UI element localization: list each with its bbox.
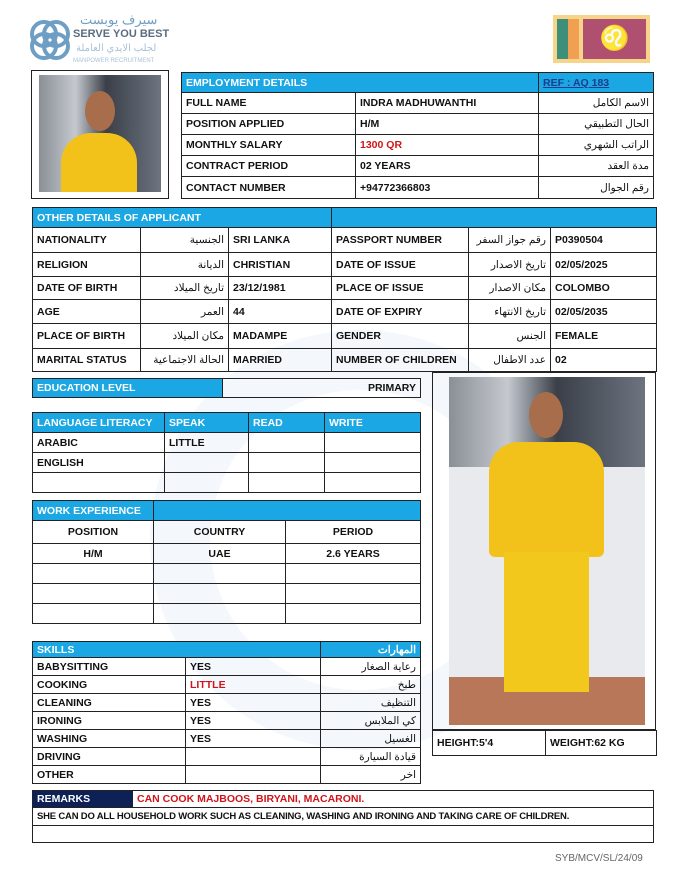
skill-name: COOKING [33,676,186,694]
label-ar: مكان الميلاد [141,324,229,349]
footer-code: SYB/MCV/SL/24/09 [555,853,643,864]
label: NATIONALITY [33,228,141,253]
label-ar: عدد الاطفال [469,349,551,372]
label-ar: العمر [141,300,229,324]
value: FEMALE [551,324,657,349]
table-row [33,277,657,300]
employment-details-table [181,72,654,199]
table-row [33,676,421,694]
label: AGE [33,300,141,324]
label: PASSPORT NUMBER [332,228,469,253]
logo-text-ar: سيرف يوبست [80,12,158,27]
value: MADAMPE [229,324,332,349]
language-cell: ENGLISH [33,453,165,473]
language-header: READ [249,413,325,433]
work-cell [286,564,421,584]
label-ar: الحال التطبيقي [539,114,654,135]
table-row [33,228,657,253]
language-cell [249,433,325,453]
label-ar: رقم الجوال [539,177,654,199]
skill-name-ar: الغسيل [321,730,421,748]
label-ar: مكان الاصدار [469,277,551,300]
label: GENDER [332,324,469,349]
label: POSITION APPLIED [182,114,356,135]
salary-value: 1300 QR [356,135,539,156]
skill-name: IRONING [33,712,186,730]
language-header: LANGUAGE LITERACY [33,413,165,433]
skill-value: YES [186,730,321,748]
table-row [33,564,421,584]
label-ar: الجنسية [141,228,229,253]
employment-header: EMPLOYMENT DETAILS [182,73,539,93]
language-cell [325,433,421,453]
skill-name-ar: كي الملابس [321,712,421,730]
work-column-header: PERIOD [286,521,421,544]
table-row [33,300,657,324]
label-ar: تاريخ الميلاد [141,277,229,300]
weight-value: WEIGHT:62 KG [546,731,657,756]
value: 44 [229,300,332,324]
table-row [33,453,421,473]
language-cell [325,453,421,473]
work-cell: 2.6 YEARS [286,544,421,564]
language-cell [249,453,325,473]
label: NUMBER OF CHILDREN [332,349,469,372]
position-value: H/M [356,114,539,135]
remarks-text: SHE CAN DO ALL HOUSEHOLD WORK SUCH AS CLEANING, WASHING AND IRONING AND TAKING CARE OF CHILDREN. [33,808,654,826]
ref-number: REF : AQ 183 [539,73,654,93]
skill-name: BABYSITTING [33,658,186,676]
work-cell [286,584,421,604]
education-header: EDUCATION LEVEL [33,379,223,398]
remarks-highlight: CAN COOK MAJBOOS, BIRYANI, MACARONI. [133,791,654,808]
skill-name-ar: اخر [321,766,421,784]
value: COLOMBO [551,277,657,300]
value: 02/05/2035 [551,300,657,324]
table-row [33,413,421,433]
height-value: HEIGHT:5'4 [433,731,546,756]
lion-icon: ♌ [583,19,646,59]
table-row [33,473,421,493]
work-cell [33,564,154,584]
logo-knot-icon [28,16,72,64]
language-cell: ARABIC [33,433,165,453]
label-ar: الاسم الكامل [539,93,654,114]
label: MONTHLY SALARY [182,135,356,156]
language-header: SPEAK [165,413,249,433]
table-row [33,658,421,676]
work-column-header: COUNTRY [154,521,286,544]
skill-name: DRIVING [33,748,186,766]
skill-value: YES [186,658,321,676]
value: MARRIED [229,349,332,372]
other-details-header-right [332,208,657,228]
sri-lanka-flag [553,15,650,63]
table-row [33,694,421,712]
logo-sub-en: MANPOWER RECRUITMENT [73,58,155,64]
work-cell [154,604,286,624]
skill-value [186,766,321,784]
table-row [33,730,421,748]
skill-name-ar: طبخ [321,676,421,694]
value: P0390504 [551,228,657,253]
work-header-fill [154,501,421,521]
skills-table [32,641,421,784]
remarks-table [32,790,654,843]
label: CONTRACT PERIOD [182,156,356,177]
skills-header-ar: المهارات [321,642,421,658]
remarks-header: REMARKS [33,791,133,808]
language-cell [249,473,325,493]
label-ar: تاريخ الانتهاء [469,300,551,324]
table-row [33,521,421,544]
language-cell [165,453,249,473]
table-row [33,766,421,784]
label-ar: الراتب الشهري [539,135,654,156]
value: SRI LANKA [229,228,332,253]
work-experience-table [32,500,421,624]
label: CONTACT NUMBER [182,177,356,199]
table-row [33,748,421,766]
work-cell [154,564,286,584]
value: 23/12/1981 [229,277,332,300]
measurements-table [432,730,657,756]
remarks-empty-row [33,826,654,843]
language-cell [33,473,165,493]
skill-name-ar: رعاية الصغار [321,658,421,676]
label: DATE OF ISSUE [332,253,469,277]
skill-value: LITTLE [186,676,321,694]
skill-value [186,748,321,766]
work-cell [154,584,286,604]
other-details-table [32,207,657,372]
work-cell [286,604,421,624]
label-ar: الجنس [469,324,551,349]
language-table [32,412,421,493]
table-row [33,604,421,624]
label-ar: تاريخ الاصدار [469,253,551,277]
full-name-value: INDRA MADHUWANTHI [356,93,539,114]
label: FULL NAME [182,93,356,114]
language-header: WRITE [325,413,421,433]
skill-value: YES [186,694,321,712]
label-ar: الحالة الاجتماعية [141,349,229,372]
value: 02/05/2025 [551,253,657,277]
label-ar: رقم جواز السفر [469,228,551,253]
contact-value: +94772366803 [356,177,539,199]
label-ar: الديانة [141,253,229,277]
skill-name-ar: التنظيف [321,694,421,712]
work-cell [33,584,154,604]
education-value: PRIMARY [223,379,421,398]
table-row [33,584,421,604]
skill-name-ar: قيادة السيارة [321,748,421,766]
skill-name: WASHING [33,730,186,748]
label: MARITAL STATUS [33,349,141,372]
company-logo [28,12,170,68]
skill-name: CLEANING [33,694,186,712]
label: DATE OF EXPIRY [332,300,469,324]
skill-value: YES [186,712,321,730]
language-cell: LITTLE [165,433,249,453]
table-row [33,712,421,730]
work-cell: UAE [154,544,286,564]
work-header: WORK EXPERIENCE [33,501,154,521]
skill-name: OTHER [33,766,186,784]
table-row [33,324,657,349]
logo-sub-ar: لجلب الايدي العاملة [76,43,157,54]
label: RELIGION [33,253,141,277]
language-cell [165,473,249,493]
label: PLACE OF ISSUE [332,277,469,300]
work-cell [33,604,154,624]
table-row [33,544,421,564]
logo-text-en: SERVE YOU BEST [73,28,170,40]
applicant-photo-full [432,372,656,730]
table-row [33,433,421,453]
table-row [33,349,657,372]
education-table [32,378,421,398]
language-cell [325,473,421,493]
other-details-header: OTHER DETAILS OF APPLICANT [33,208,332,228]
skills-header: SKILLS [33,642,321,658]
applicant-photo-small [31,70,169,199]
value: CHRISTIAN [229,253,332,277]
work-cell: H/M [33,544,154,564]
contract-value: 02 YEARS [356,156,539,177]
value: 02 [551,349,657,372]
table-row [33,253,657,277]
work-column-header: POSITION [33,521,154,544]
label: PLACE OF BIRTH [33,324,141,349]
label: DATE OF BIRTH [33,277,141,300]
label-ar: مدة العقد [539,156,654,177]
